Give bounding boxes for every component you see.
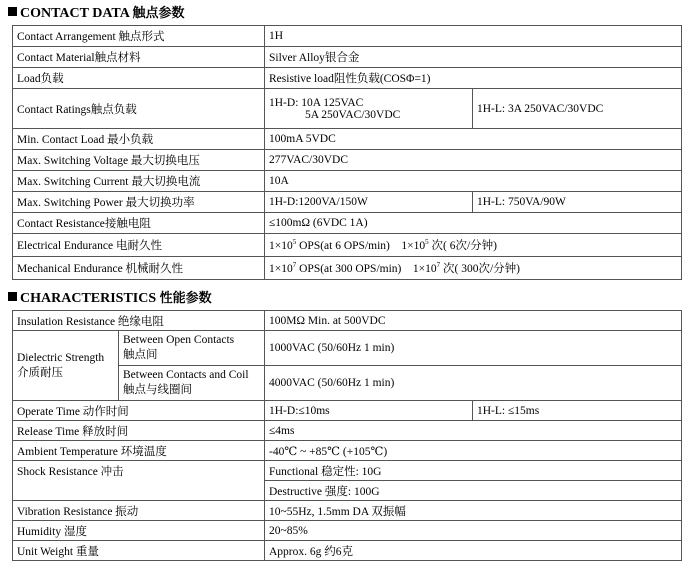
row-label: Load负载 [13, 68, 265, 89]
row-label: Max. Switching Current 最大切换电流 [13, 171, 265, 192]
table-row [13, 26, 682, 47]
row-value: Approx. 6g 约6克 [265, 541, 682, 561]
row-value-l: 1H-L: 750VA/90W [473, 192, 682, 213]
row-value: Silver Alloy银合金 [265, 47, 682, 68]
row-value: 100mA 5VDC [265, 129, 682, 150]
row-label: Mechanical Endurance 机械耐久性 [13, 257, 265, 280]
row-label: Humidity 湿度 [13, 521, 265, 541]
table-row [13, 401, 682, 421]
row-value: Destructive 强度: 100G [265, 481, 682, 501]
contact-data-table [12, 25, 682, 280]
table-row [13, 521, 682, 541]
dielectric-label: Dielectric Strength 介质耐压 [13, 331, 119, 401]
row-label: Min. Contact Load 最小负载 [13, 129, 265, 150]
row-label: Contact Resistance接触电阻 [13, 213, 265, 234]
row-value: $1\times 10^7$ OPS(at 300 OPS/min) $1\times 10^7$ 次( 300次/分钟) [265, 257, 682, 280]
row-label: Max. Switching Voltage 最大切换电压 [13, 150, 265, 171]
table-row [13, 129, 682, 150]
row-label: Operate Time 动作时间 [13, 401, 265, 421]
row-label: Vibration Resistance 振动 [13, 501, 265, 521]
table-row [13, 331, 682, 366]
contact-data-heading: CONTACT DATA 触点参数 [8, 6, 185, 22]
row-label: Max. Switching Power 最大切换功率 [13, 192, 265, 213]
row-value: 1H [265, 26, 682, 47]
table-row [13, 47, 682, 68]
row-value: 1000VAC (50/60Hz 1 min) [265, 331, 682, 366]
row-value: Functional 稳定性: 10G [265, 461, 682, 481]
contacts-coil-label: Between Contacts and Coil 触点与线圈间 [119, 366, 265, 401]
table-row [13, 311, 682, 331]
row-label: Insulation Resistance 绝缘电阻 [13, 311, 265, 331]
table-row [13, 234, 682, 257]
row-value: Resistive load阻性负载(COSΦ=1) [265, 68, 682, 89]
characteristics-heading: CHARACTERISTICS 性能参数 [8, 291, 212, 307]
characteristics-table [12, 310, 682, 561]
row-value-l: 1H-L: 3A 250VAC/30VDC [473, 89, 682, 129]
row-value: -40℃ ~ +85℃ (+105℃) [265, 441, 682, 461]
table-row [13, 213, 682, 234]
table-row [13, 441, 682, 461]
row-label: Contact Material触点材料 [13, 47, 265, 68]
row-value: 100MΩ Min. at 500VDC [265, 311, 682, 331]
row-value-d: 1H-D:≤10ms [265, 401, 473, 421]
table-row [13, 89, 682, 129]
table-row [13, 150, 682, 171]
table-row [13, 421, 682, 441]
row-value: 20~85% [265, 521, 682, 541]
table-row [13, 192, 682, 213]
row-value-d: 1H-D:1200VA/150W [265, 192, 473, 213]
table-row [13, 171, 682, 192]
row-value: ≤100mΩ (6VDC 1A) [265, 213, 682, 234]
row-value: 10A [265, 171, 682, 192]
open-contacts-label: Between Open Contacts 触点间 [119, 331, 265, 366]
row-label: Contact Arrangement 触点形式 [13, 26, 265, 47]
row-label: Ambient Temperature 环境温度 [13, 441, 265, 461]
table-row [13, 257, 682, 280]
row-label: Shock Resistance 冲击 [13, 461, 265, 501]
square-bullet-icon [8, 292, 17, 301]
table-row [13, 68, 682, 89]
row-label: Electrical Endurance 电耐久性 [13, 234, 265, 257]
row-label: Unit Weight 重量 [13, 541, 265, 561]
square-bullet-icon [8, 7, 17, 16]
row-value: 10~55Hz, 1.5mm DA 双振幅 [265, 501, 682, 521]
row-value: 277VAC/30VDC [265, 150, 682, 171]
row-value: ≤4ms [265, 421, 682, 441]
row-value-l: 1H-L: ≤15ms [473, 401, 682, 421]
row-value-d: 1H-D: 10A 125VAC 5A 250VAC/30VDC [265, 89, 473, 129]
table-row [13, 501, 682, 521]
row-label: Contact Ratings触点负载 [13, 89, 265, 129]
row-label: Release Time 释放时间 [13, 421, 265, 441]
table-row [13, 541, 682, 561]
row-value: 4000VAC (50/60Hz 1 min) [265, 366, 682, 401]
table-row [13, 461, 682, 481]
row-value: $1\times 10^5$ OPS(at 6 OPS/min) $1\times 10^5$ 次( 6次/分钟) [265, 234, 682, 257]
